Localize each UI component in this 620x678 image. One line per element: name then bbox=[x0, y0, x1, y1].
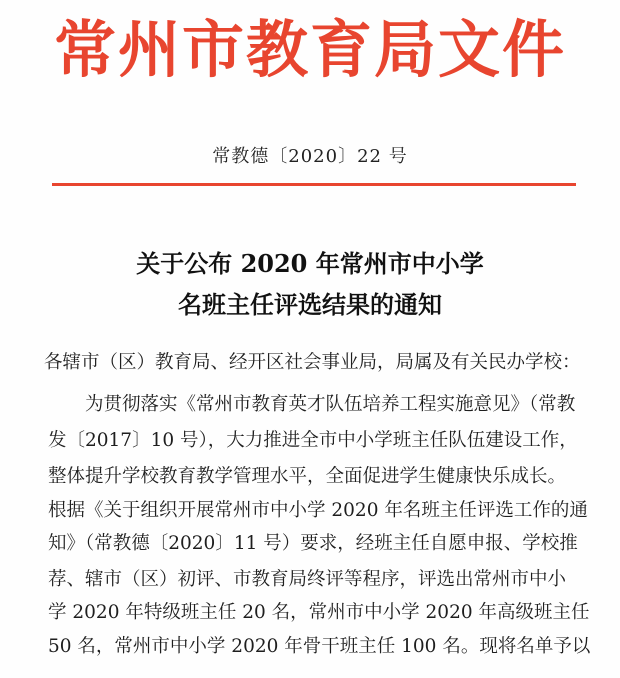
body-line-3: 发〔2017〕10 号），大力推进全市中小学班主任队伍建设工作， bbox=[48, 430, 578, 451]
body-line-8: 学 2020 年特级班主任 20 名，常州市中小学 2020 年高级班主任 bbox=[48, 602, 590, 623]
document-header-title: 常州市教育局文件 bbox=[53, 13, 566, 86]
body-line-4: 整体提升学校教育教学管理水平，全面促进学生健康快乐成长。 bbox=[48, 466, 567, 487]
body-line-2: 为贯彻落实《常州市教育英才队伍培养工程实施意见》（常教 bbox=[48, 394, 576, 415]
body-line-5: 根据《关于组织开展常州市中小学 2020 年名班主任评选工作的通 bbox=[48, 500, 588, 521]
body-line-1: 各辖市（区）教育局、经开区社会事业局，局属及有关民办学校： bbox=[44, 352, 581, 373]
document-number: 常教德〔2020〕22 号 bbox=[212, 146, 408, 167]
body-line-7: 荐、辖市（区）初评、市教育局终评等程序，评选出常州市中小 bbox=[48, 569, 567, 590]
red-divider-line bbox=[52, 183, 576, 186]
body-line-9: 50 名，常州市中小学 2020 年骨干班主任 100 名。现将名单予以 bbox=[48, 636, 591, 657]
notice-title-line-2: 名班主任评选结果的通知 bbox=[178, 290, 442, 319]
notice-title-line-1: 关于公布 2020 年常州市中小学 bbox=[136, 249, 484, 278]
body-line-6: 知》（常教德〔2020〕11 号）要求，经班主任自愿申报、学校推 bbox=[48, 533, 578, 554]
